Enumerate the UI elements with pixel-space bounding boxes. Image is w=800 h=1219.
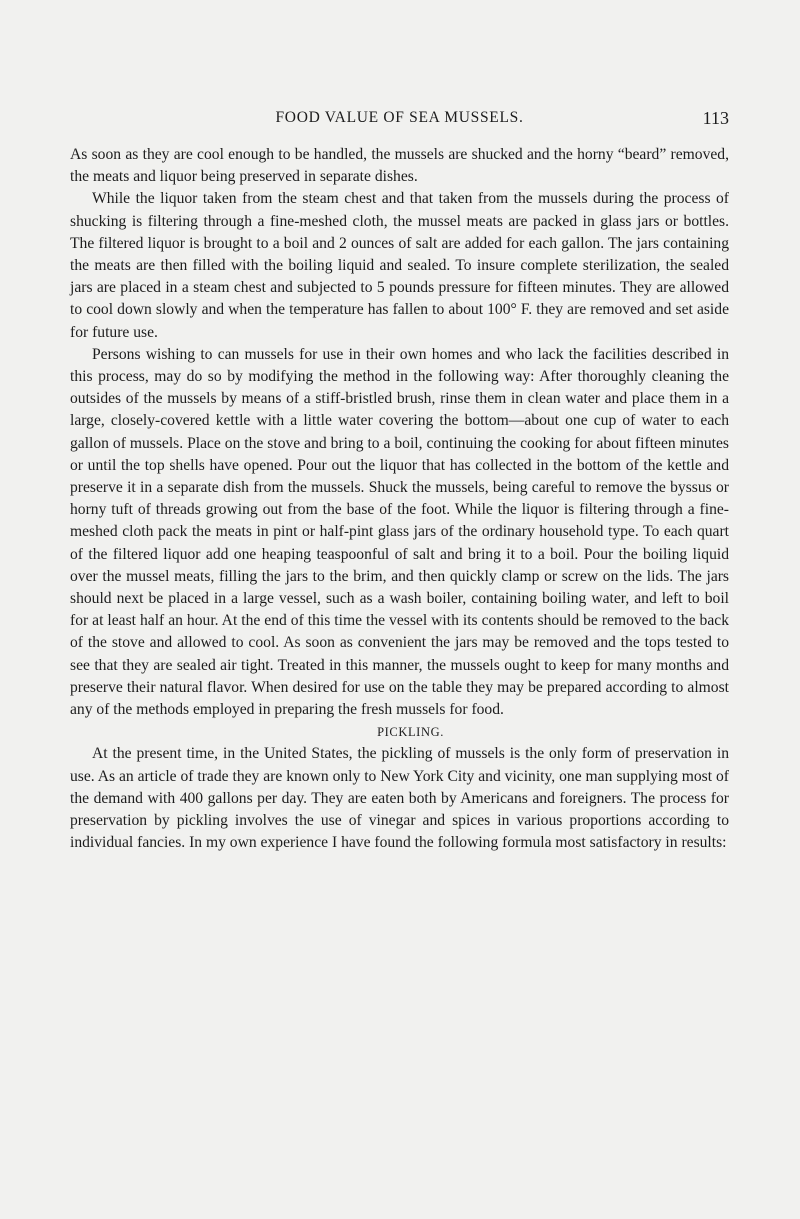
paragraph-canning-process: While the liquor taken from the steam chest and that taken from the mussels during the process of shucking is filtering through a fine-meshed cloth, the mussel meats are packed in glass jars or bottles. The filtered liquor is brought to a boil and 2 ounces of salt are added for each gallon. The jars containing the meats are then filled with the boiling liquid and sealed. To insure complete sterilization, the sealed jars are placed in a steam chest and subjected to 5 pounds pressure for fifteen minutes. They are allowed to cool down slowly and when the temperature has fallen to about 100° F. they are removed and set aside for future use. — [70, 190, 729, 341]
page-body — [70, 144, 729, 855]
page-header — [70, 106, 729, 130]
page-number: 113 — [702, 108, 729, 128]
running-title: FOOD VALUE OF SEA MUSSELS. — [275, 109, 524, 126]
section-heading-pickling: PICKLING. — [377, 725, 444, 740]
paragraph-shucking: As soon as they are cool enough to be handled, the mussels are shucked and the horny “beard” removed, the meats and liquor being preserved in separate dishes. — [70, 146, 729, 186]
paragraph-pickling: At the present time, in the United States, the pickling of mussels is the only form of preservation in use. As an article of trade they are known only to New York City and vicinity, one man supplying most of the demand with 400 gallons per day. They are eaten both by Americans and foreigners. The process for preservation by pickling involves the use of vinegar and spices in various proportions according to individual fancies. In my own experience I have found the following formula most satisfactory in results: — [70, 745, 729, 852]
paragraph-home-canning: Persons wishing to can mussels for use in their own homes and who lack the facilities described in this process, may do so by modifying the method in the following way: After thoroughly cleaning the outsides of the mussels by means of a stiff-bristled brush, rinse them in clean water and place them in a large, closely-covered kettle with a little water covering the bottom—about one cup of water to each gallon of mussels. Place on the stove and bring to a boil, continuing the cooking for about fifteen minutes or until the top shells have opened. Pour out the liquor that has collected in the bottom of the kettle and preserve it in a separate dish from the mussels. Shuck the mussels, being careful to remove the byssus or horny tuft of threads growing out from the base of the foot. While the liquor is filtering through a fine-meshed cloth pack the meats in pint or half-pint glass jars of the ordinary household type. To each quart of the filtered liquor add one heaping teaspoonful of salt and bring it to a boil. Pour the boiling liquid over the mussel meats, filling the jars to the brim, and then quickly clamp or screw on the lids. The jars should next be placed in a large vessel, such as a wash boiler, containing boiling water, and left to boil for at least half an hour. At the end of this time the vessel with its contents should be removed to the back of the stove and allowed to cool. As soon as convenient the jars may be removed and the tops tested to see that they are sealed air tight. Treated in this manner, the mussels ought to keep for many months and preserve their natural flavor. When desired for use on the table they may be prepared according to almost any of the methods employed in preparing the fresh mussels for food. — [70, 345, 729, 719]
